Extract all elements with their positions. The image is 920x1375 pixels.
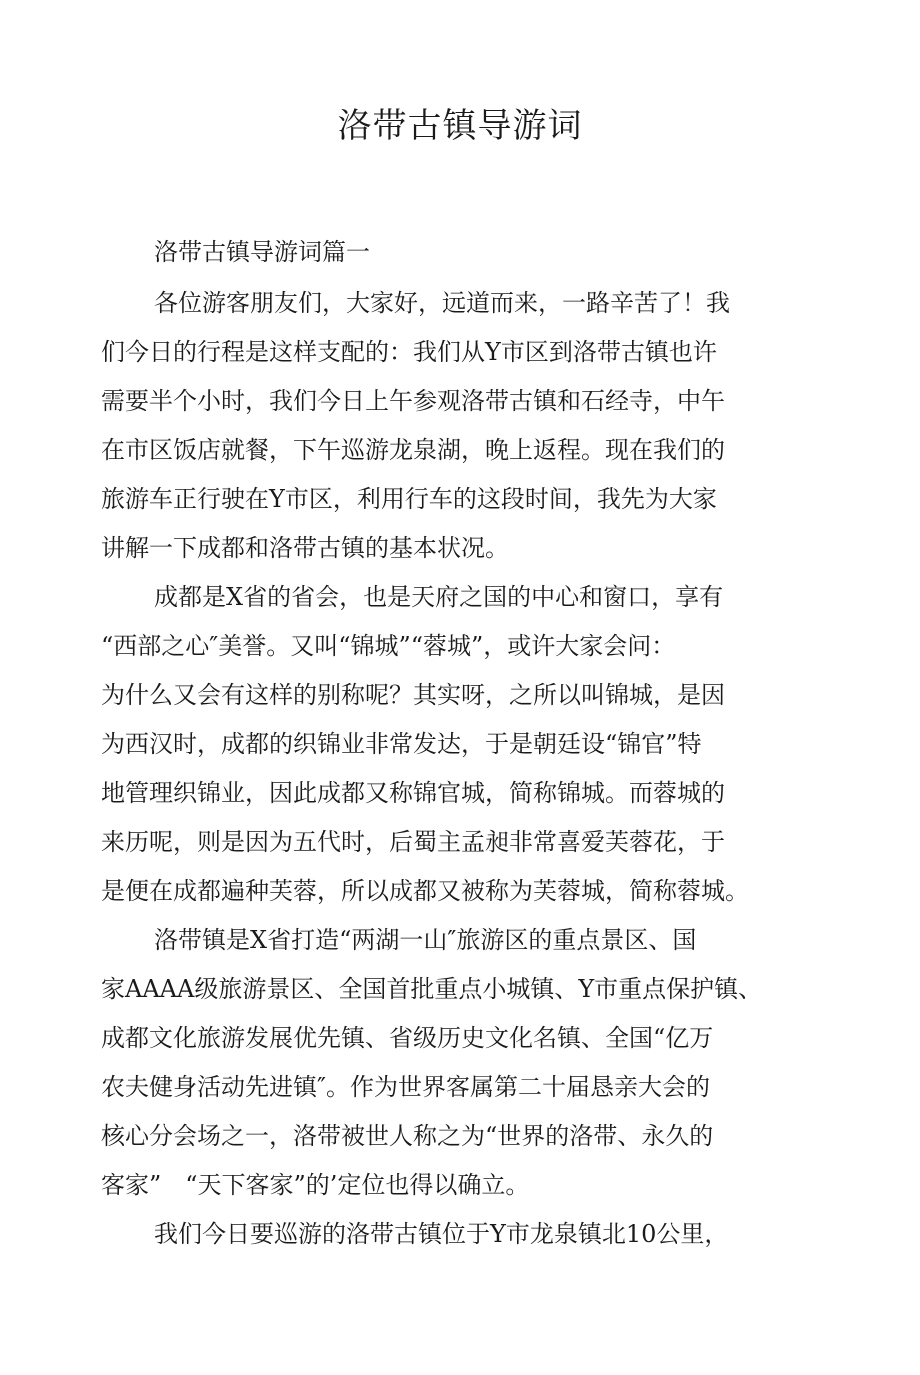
paragraph-line: 洛带镇是X省打造“两湖一山″旅游区的重点景区、国 (154, 926, 697, 954)
paragraph-line: 各位游客朋友们，大家好，远道而来，一路辛苦了！我 (154, 289, 730, 317)
paragraph-line: 为西汉时，成都的织锦业非常发达，于是朝廷设“锦官”特 (101, 730, 702, 758)
paragraph-line: 成都是X省的省会，也是天府之国的中心和窗口，享有 (154, 583, 724, 611)
paragraph-line: 成都文化旅游发展优先镇、省级历史文化名镇、全国“亿万 (101, 1024, 714, 1052)
paragraph-line: 农夫健身活动先进镇″。作为世界客属第二十届恳亲大会的 (101, 1073, 710, 1101)
paragraph-line: 家AAAA级旅游景区、全国首批重点小城镇、Y市重点保护镇、 (101, 975, 763, 1003)
paragraph-line: 客家” “天下客家”的’定位也得以确立。 (101, 1171, 530, 1199)
paragraph-line: 来历呢，则是因为五代时，后蜀主孟昶非常喜爱芙蓉花，于 (101, 828, 725, 856)
section-heading: 洛带古镇导游词篇一 (154, 238, 370, 266)
document-title: 洛带古镇导游词 (337, 106, 583, 146)
paragraph-line: “西部之心″美誉。又叫“锦城”“蓉城”，或许大家会问： (101, 632, 676, 660)
paragraph-line: 讲解一下成都和洛带古镇的基本状况。 (101, 534, 509, 562)
paragraph-line: 旅游车正行驶在Y市区，利用行车的这段时间，我先为大家 (101, 485, 717, 513)
paragraph-line: 需要半个小时，我们今日上午参观洛带古镇和石经寺，中午 (101, 387, 725, 415)
paragraph-line: 为什么又会有这样的别称呢？其实呀，之所以叫锦城，是因 (101, 681, 725, 709)
paragraph-line: 们今日的行程是这样支配的：我们从Y市区到洛带古镇也许 (101, 338, 717, 366)
paragraph-line: 地管理织锦业，因此成都又称锦官城，简称锦城。而蓉城的 (101, 779, 725, 807)
paragraph-line: 是便在成都遍种芙蓉，所以成都又被称为芙蓉城，简称蓉城。 (101, 877, 749, 905)
paragraph-line: 核心分会场之一，洛带被世人称之为“世界的洛带、永久的 (101, 1122, 714, 1150)
paragraph-line: 我们今日要巡游的洛带古镇位于Y市龙泉镇北10公里， (154, 1220, 729, 1248)
paragraph-line: 在市区饭店就餐，下午巡游龙泉湖，晚上返程。现在我们的 (101, 436, 725, 464)
